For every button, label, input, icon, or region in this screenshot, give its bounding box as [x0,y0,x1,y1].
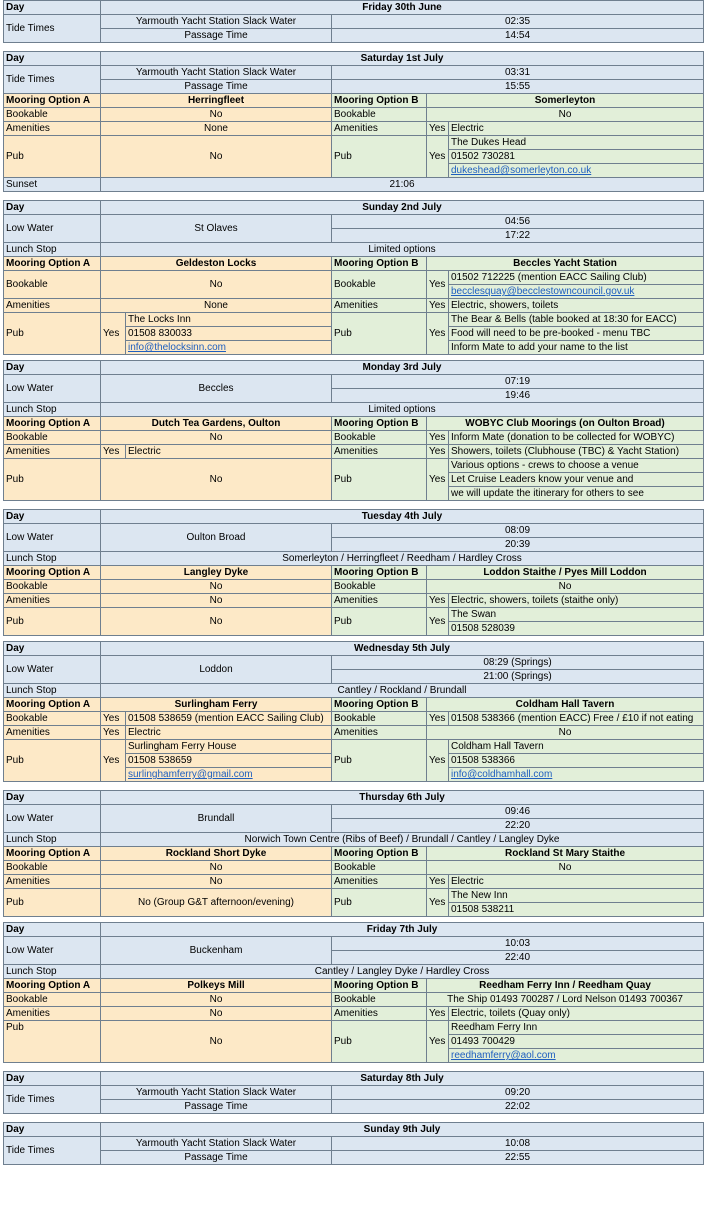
yes-flag: Yes [427,875,449,889]
yes-flag: Yes [101,726,126,740]
low-water-time-1: 07:19 [332,375,704,389]
tide-place: Yarmouth Yacht Station Slack Water [101,1137,332,1151]
mooring-b-name: Coldham Hall Tavern [427,698,704,712]
pub-email-link[interactable]: surlinghamferry@gmail.com [128,769,253,780]
bookable-label: Bookable [332,861,427,875]
mooring-a-bookable: No [101,993,332,1007]
tide-time-2: 22:55 [332,1151,704,1165]
pub-name: The Swan [449,608,704,622]
sunset-label: Sunset [4,178,101,192]
bookable-label: Bookable [4,712,101,726]
mooring-a-label: Mooring Option A [4,979,101,993]
yes-flag: Yes [427,122,449,136]
day-label: Day [4,52,101,66]
low-water-time-2: 19:46 [332,389,704,403]
yes-flag: Yes [427,431,449,445]
mooring-b-amenities: Electric, toilets (Quay only) [449,1007,704,1021]
yes-flag: Yes [427,1007,449,1021]
lunch-stop-label: Lunch Stop [4,552,101,566]
tide-time-2: 15:55 [332,80,704,94]
tide-time-1: 09:20 [332,1086,704,1100]
amenities-label: Amenities [332,445,427,459]
yes-flag: Yes [101,445,126,459]
amenities-label: Amenities [332,594,427,608]
mooring-b-name: Loddon Staithe / Pyes Mill Loddon [427,566,704,580]
mooring-b-label: Mooring Option B [332,257,427,271]
yes-flag: Yes [427,271,449,299]
mooring-b-bookable: Inform Mate (donation to be collected for WOBYC) [449,431,704,445]
day-block-saturday-8-july [3,1071,704,1114]
pub-label: Pub [332,740,427,782]
low-water-time-2: 22:20 [332,819,704,833]
pub-phone: 01508 538659 [126,754,332,768]
tide-times-label: Tide Times [4,15,101,43]
mooring-a-pub: No [101,1021,332,1063]
pub-phone: 01508 538211 [449,903,704,917]
pub-name: The Dukes Head [449,136,704,150]
yes-flag: Yes [427,889,449,917]
yes-flag: Yes [427,1021,449,1063]
tide-times-label: Tide Times [4,1137,101,1165]
pub-label: Pub [4,608,101,636]
low-water-time-2: 21:00 (Springs) [332,670,704,684]
amenities-label: Amenities [332,875,427,889]
pub-label: Pub [332,313,427,355]
bookable-label: Bookable [332,108,427,122]
pub-label: Pub [4,136,101,178]
day-block-saturday-1-july [3,51,704,192]
pub-label: Pub [332,136,427,178]
yes-flag: Yes [101,712,126,726]
amenities-label: Amenities [332,726,427,740]
bookable-label: Bookable [332,431,427,445]
day-date: Saturday 8th July [101,1072,704,1086]
yes-flag: Yes [101,313,126,355]
tide-times-label: Tide Times [4,1086,101,1114]
pub-phone: 01508 538366 [449,754,704,768]
pub-phone: 01502 730281 [449,150,704,164]
amenities-label: Amenities [332,1007,427,1021]
mooring-b-bookable: The Ship 01493 700287 / Lord Nelson 01493 700367 [427,993,704,1007]
mooring-b-name: WOBYC Club Moorings (on Oulton Broad) [427,417,704,431]
day-label: Day [4,1123,101,1137]
mooring-a-name: Rockland Short Dyke [101,847,332,861]
low-water-time-1: 08:29 (Springs) [332,656,704,670]
day-date: Thursday 6th July [101,791,704,805]
mooring-a-pub: No (Group G&T afternoon/evening) [101,889,332,917]
sunset-time: 21:06 [101,178,704,192]
low-water-time-2: 22:40 [332,951,704,965]
day-block-friday-7-july [3,922,704,1063]
booking-email-link[interactable]: becclesquay@becclestowncouncil.gov.uk [451,286,635,297]
pub-note-1: The Bear & Bells (table booked at 18:30 for EACC) [449,313,704,327]
mooring-b-label: Mooring Option B [332,979,427,993]
amenities-label: Amenities [332,299,427,313]
day-label: Day [4,361,101,375]
yes-flag: Yes [427,608,449,636]
mooring-a-amenities: Electric [126,445,332,459]
day-label: Day [4,1,101,15]
pub-email-link[interactable]: reedhamferry@aol.com [451,1050,556,1061]
mooring-b-label: Mooring Option B [332,698,427,712]
lunch-stop-label: Lunch Stop [4,684,101,698]
bookable-label: Bookable [4,271,101,299]
day-label: Day [4,510,101,524]
bookable-label: Bookable [4,431,101,445]
day-block-sunday-9-july [3,1122,704,1165]
mooring-b-name: Rockland St Mary Staithe [427,847,704,861]
day-block-thursday-6-july [3,790,704,917]
mooring-a-label: Mooring Option A [4,257,101,271]
low-water-label: Low Water [4,805,101,833]
passage-time-label: Passage Time [101,1151,332,1165]
mooring-b-name: Somerleyton [427,94,704,108]
lunch-stop-label: Lunch Stop [4,243,101,257]
pub-label: Pub [332,608,427,636]
mooring-b-label: Mooring Option B [332,847,427,861]
day-block-friday-30-june [3,0,704,43]
yes-flag: Yes [427,712,449,726]
mooring-b-label: Mooring Option B [332,94,427,108]
tide-time-1: 03:31 [332,66,704,80]
pub-name: Coldham Hall Tavern [449,740,704,754]
mooring-a-name: Surlingham Ferry [101,698,332,712]
low-water-label: Low Water [4,215,101,243]
yes-flag: Yes [427,594,449,608]
tide-time-2: 22:02 [332,1100,704,1114]
low-water-label: Low Water [4,937,101,965]
mooring-a-bookable: No [101,108,332,122]
mooring-b-label: Mooring Option B [332,566,427,580]
pub-email-link[interactable]: info@coldhamhall.com [451,769,553,780]
day-date: Friday 30th June [101,1,704,15]
mooring-a-amenities: No [101,594,332,608]
mooring-a-amenities: None [101,122,332,136]
day-block-tuesday-4-july [3,509,704,636]
mooring-a-label: Mooring Option A [4,847,101,861]
pub-label: Pub [4,740,101,782]
pub-note-3: we will update the itinerary for others to see [449,487,704,501]
low-water-time-1: 08:09 [332,524,704,538]
mooring-a-bookable: No [101,431,332,445]
low-water-time-2: 17:22 [332,229,704,243]
day-date: Saturday 1st July [101,52,704,66]
low-water-place: Beccles [101,375,332,403]
yes-flag: Yes [427,740,449,782]
pub-note-3: Inform Mate to add your name to the list [449,341,704,355]
tide-times-label: Tide Times [4,66,101,94]
lunch-stop: Cantley / Langley Dyke / Hardley Cross [101,965,704,979]
mooring-a-pub: No [101,136,332,178]
low-water-place: Buckenham [101,937,332,965]
pub-name: Reedham Ferry Inn [449,1021,704,1035]
lunch-stop-label: Lunch Stop [4,965,101,979]
pub-label: Pub [4,1021,101,1063]
day-block-monday-3-july [3,360,704,501]
mooring-a-amenities: No [101,875,332,889]
amenities-label: Amenities [4,726,101,740]
pub-email-link[interactable]: info@thelocksinn.com [128,342,226,353]
low-water-label: Low Water [4,524,101,552]
lunch-stop: Limited options [101,243,704,257]
bookable-label: Bookable [332,993,427,1007]
day-block-wednesday-5-july [3,641,704,782]
yes-flag: Yes [427,299,449,313]
passage-time-label: Passage Time [101,1100,332,1114]
pub-label: Pub [332,459,427,501]
day-label: Day [4,1072,101,1086]
mooring-a-label: Mooring Option A [4,94,101,108]
pub-note-2: Let Cruise Leaders know your venue and [449,473,704,487]
pub-label: Pub [332,889,427,917]
day-label: Day [4,201,101,215]
mooring-b-amenities: Electric, showers, toilets (staithe only) [449,594,704,608]
amenities-label: Amenities [332,122,427,136]
mooring-a-amenities: No [101,1007,332,1021]
pub-name: The New Inn [449,889,704,903]
passage-time-label: Passage Time [101,80,332,94]
yes-flag: Yes [427,136,449,178]
tide-time-1: 10:08 [332,1137,704,1151]
bookable-label: Bookable [4,993,101,1007]
mooring-a-amenities: None [101,299,332,313]
mooring-b-bookable: No [427,108,704,122]
yes-flag: Yes [101,740,126,782]
lunch-stop: Norwich Town Centre (Ribs of Beef) / Brundall / Cantley / Langley Dyke [101,833,704,847]
mooring-a-label: Mooring Option A [4,417,101,431]
mooring-a-name: Herringfleet [101,94,332,108]
mooring-a-pub: No [101,608,332,636]
day-date: Friday 7th July [101,923,704,937]
lunch-stop-label: Lunch Stop [4,403,101,417]
mooring-b-amenities: No [427,726,704,740]
mooring-a-bookable: No [101,271,332,299]
tide-place: Yarmouth Yacht Station Slack Water [101,66,332,80]
passage-time-label: Passage Time [101,29,332,43]
mooring-b-name: Beccles Yacht Station [427,257,704,271]
low-water-label: Low Water [4,656,101,684]
low-water-place: Oulton Broad [101,524,332,552]
pub-name: Surlingham Ferry House [126,740,332,754]
mooring-b-bookable: 01508 538366 (mention EACC) Free / £10 if not eating [449,712,704,726]
day-date: Sunday 2nd July [101,201,704,215]
mooring-a-bookable: No [101,861,332,875]
mooring-a-name: Geldeston Locks [101,257,332,271]
mooring-a-name: Polkeys Mill [101,979,332,993]
mooring-a-name: Dutch Tea Gardens, Oulton [101,417,332,431]
pub-label: Pub [4,459,101,501]
day-date: Wednesday 5th July [101,642,704,656]
mooring-b-label: Mooring Option B [332,417,427,431]
mooring-a-amenities: Electric [126,726,332,740]
amenities-label: Amenities [4,594,101,608]
low-water-time-1: 10:03 [332,937,704,951]
pub-phone: 01508 528039 [449,622,704,636]
lunch-stop-label: Lunch Stop [4,833,101,847]
bookable-label: Bookable [4,580,101,594]
lunch-stop: Limited options [101,403,704,417]
mooring-b-amenities: Electric [449,875,704,889]
low-water-time-2: 20:39 [332,538,704,552]
mooring-a-name: Langley Dyke [101,566,332,580]
mooring-a-bookable: No [101,580,332,594]
pub-label: Pub [332,1021,427,1063]
pub-label: Pub [4,889,101,917]
pub-name: The Locks Inn [126,313,332,327]
day-block-sunday-2-july [3,200,704,355]
amenities-label: Amenities [4,122,101,136]
yes-flag: Yes [427,445,449,459]
low-water-place: St Olaves [101,215,332,243]
bookable-label: Bookable [332,712,427,726]
pub-phone: 01508 830033 [126,327,332,341]
low-water-time-1: 04:56 [332,215,704,229]
mooring-a-label: Mooring Option A [4,698,101,712]
pub-phone: 01493 700429 [449,1035,704,1049]
day-date: Sunday 9th July [101,1123,704,1137]
bookable-label: Bookable [4,108,101,122]
day-label: Day [4,923,101,937]
mooring-b-name: Reedham Ferry Inn / Reedham Quay [427,979,704,993]
pub-label: Pub [4,313,101,355]
tide-place: Yarmouth Yacht Station Slack Water [101,15,332,29]
low-water-time-1: 09:46 [332,805,704,819]
pub-note-1: Various options - crews to choose a venue [449,459,704,473]
mooring-b-amenities: Showers, toilets (Clubhouse (TBC) & Yacht Station) [449,445,704,459]
tide-time-2: 14:54 [332,29,704,43]
day-label: Day [4,791,101,805]
mooring-b-bookable: No [427,861,704,875]
yes-flag: Yes [427,313,449,355]
lunch-stop: Cantley / Rockland / Brundall [101,684,704,698]
lunch-stop: Somerleyton / Herringfleet / Reedham / Hardley Cross [101,552,704,566]
booking-phone: 01502 712225 (mention EACC Sailing Club) [449,271,704,285]
tide-time-1: 02:35 [332,15,704,29]
pub-email-link[interactable]: dukeshead@somerleyton.co.uk [451,165,592,176]
amenities-label: Amenities [4,875,101,889]
day-date: Monday 3rd July [101,361,704,375]
mooring-b-amenities: Electric, showers, toilets [449,299,704,313]
bookable-label: Bookable [4,861,101,875]
low-water-place: Brundall [101,805,332,833]
bookable-label: Bookable [332,580,427,594]
day-label: Day [4,642,101,656]
amenities-label: Amenities [4,299,101,313]
day-date: Tuesday 4th July [101,510,704,524]
mooring-a-pub: No [101,459,332,501]
low-water-label: Low Water [4,375,101,403]
mooring-a-label: Mooring Option A [4,566,101,580]
mooring-b-amenities: Electric [449,122,704,136]
amenities-label: Amenities [4,445,101,459]
bookable-label: Bookable [332,271,427,299]
amenities-label: Amenities [4,1007,101,1021]
mooring-a-bookable: 01508 538659 (mention EACC Sailing Club) [126,712,332,726]
mooring-b-bookable: No [427,580,704,594]
low-water-place: Loddon [101,656,332,684]
yes-flag: Yes [427,459,449,501]
pub-note-2: Food will need to be pre-booked - menu TBC [449,327,704,341]
tide-place: Yarmouth Yacht Station Slack Water [101,1086,332,1100]
